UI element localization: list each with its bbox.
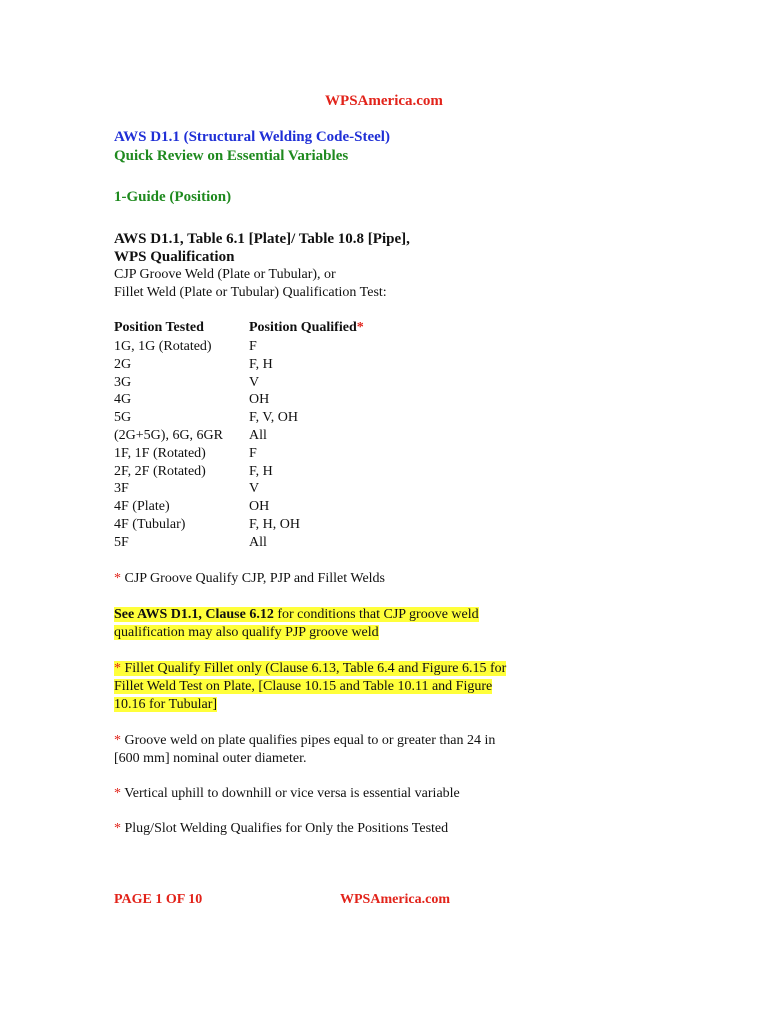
position-qualified-cell: All [249, 428, 267, 443]
position-qualified-cell: F [249, 445, 257, 461]
position-tested-cell: 3G [114, 374, 132, 390]
position-qualified-cell: V [249, 481, 260, 497]
table-row [0, 481, 500, 499]
position-tested-cell: 1F, 1F (Rotated) [114, 445, 206, 461]
position-tested-cell: 5F [114, 534, 129, 550]
site-header: WPSAmerica.com [325, 93, 443, 109]
position-tested-cell: 2F, 2F (Rotated) [114, 463, 206, 479]
table-row [0, 428, 500, 446]
position-qualified-cell: F, V, OH [249, 410, 298, 426]
position-tested-cell: 5G [114, 410, 132, 426]
asterisk-mark: * [356, 320, 364, 335]
position-qualified-cell: OH [249, 499, 270, 515]
position-tested-cell: 4F (Plate) [114, 499, 170, 515]
table-row [0, 535, 500, 553]
table-row [0, 339, 500, 357]
clause-note: See AWS D1.1, Clause 6.12 for conditions that CJP groove weld qualification may also qualify PJP groove weld [114, 607, 479, 640]
position-tested-cell: 1G, 1G (Rotated) [114, 339, 212, 354]
position-tested-cell: 4F (Tubular) [114, 517, 186, 532]
table-row [0, 517, 500, 535]
position-tested-cell: 3F [114, 481, 129, 497]
document-subtitle: Quick Review on Essential Variables [114, 148, 349, 164]
table-row [0, 446, 500, 464]
position-tested-cell: 2G [114, 356, 132, 372]
document-title: AWS D1.1 (Structural Welding Code-Steel) [114, 129, 390, 145]
position-qualified-cell: F, H, OH [249, 517, 300, 532]
table-reference: AWS D1.1, Table 6.1 [Plate]/ Table 10.8 [Pipe], [114, 231, 410, 247]
position-qualified-cell: F, H [249, 356, 273, 372]
position-qualified-cell: OH [249, 392, 270, 408]
position-qualified-cell: All [249, 534, 267, 550]
cjp-note: * CJP Groove Qualify CJP, PJP and Fillet Welds [114, 571, 385, 586]
table-row [0, 375, 500, 393]
wps-qualification-label: WPS Qualification [114, 249, 235, 265]
column-header-tested: Position Tested [114, 320, 204, 335]
fillet-note: * Fillet Qualify Fillet only (Clause 6.13, Table 6.4 and Figure 6.15 for Fillet Weld Test on Plate, [Clause 10.15 and Table 10.11 and Figure 10.16 for Tubular] [114, 661, 507, 712]
intro-line-1: CJP Groove Weld (Plate or Tubular), or [114, 267, 336, 282]
section-heading: 1-Guide (Position) [114, 189, 232, 205]
table-row [0, 499, 500, 517]
plug-note: * Plug/Slot Welding Qualifies for Only the Positions Tested [114, 821, 449, 836]
position-tested-cell: 4G [114, 392, 132, 408]
position-qualified-cell: V [249, 374, 260, 390]
position-tested-cell: (2G+5G), 6G, 6GR [114, 428, 223, 443]
table-row [0, 410, 500, 428]
table-row [0, 357, 500, 375]
vertical-note: * Vertical uphill to downhill or vice versa is essential variable [114, 786, 460, 801]
intro-line-2: Fillet Weld (Plate or Tubular) Qualification Test: [114, 285, 387, 300]
column-header-qualified: Position Qualified* [249, 320, 364, 335]
footer-site: WPSAmerica.com [340, 892, 451, 907]
groove-note: * Groove weld on plate qualifies pipes equal to or greater than 24 in [600 mm] nominal outer diameter. [114, 733, 496, 766]
page-number: PAGE 1 OF 10 [114, 892, 203, 907]
position-qualified-cell: F, H [249, 463, 273, 479]
table-row [0, 464, 500, 482]
position-qualified-cell: F [249, 339, 257, 354]
table-row [0, 392, 500, 410]
